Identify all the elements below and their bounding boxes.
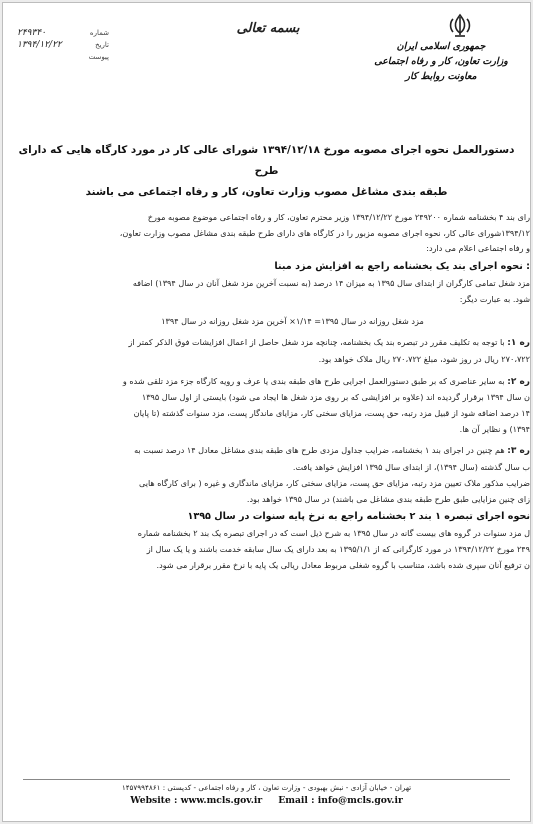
- attachment-label: پیوست: [88, 53, 109, 61]
- body-line: ب سال گذشته (سال ۱۳۹۴)، از ابتدای سال ۱۳۹۵ افزایش خواهد یافت.: [292, 462, 530, 473]
- footer-contacts: [23, 794, 510, 808]
- footer-address: تهران - خیابان آزادی - نبش بهبودی - وزارت تعاون ، کار و رفاه اجتماعی - کدپستی : ۱۴۵۷۹۹۴۸۶۱: [121, 783, 412, 792]
- org-line-1: جمهوری اسلامی ایران: [396, 41, 486, 52]
- note-2-line: [15, 374, 530, 391]
- section-1-heading: : نحوه اجرای بند یک بخشنامه راجع به افزایش مزد مبنا: [274, 261, 530, 273]
- note-2-text: به سایر عناصری که بر طبق دستورالعمل اجرایی طرح های طبقه بندی یا عرف و رویه کارگاه جزء مزد تلقی شده و: [122, 375, 505, 386]
- email-label: Email :: [278, 795, 315, 806]
- note-1-text: با توجه به تکلیف مقرر در تبصره بند یک بخشنامه، چنانچه مزد شغل حاصل از اعمال افزایشات فوق الذکر کمتر از: [128, 337, 505, 348]
- letter-footer: [23, 779, 510, 808]
- number-label: شماره: [89, 29, 109, 37]
- letter-body: [15, 210, 530, 573]
- body-line: و رفاه اجتماعی اعلام می دارد:: [426, 243, 530, 254]
- body-line: ن سال ۱۳۹۴ برقرار گردیده اند (علاوه بر افزایشی که بر روی مزد شغل ها ایجاد می شود) بایستی از اول سال ۱۳۹۵: [141, 392, 530, 403]
- iran-emblem-icon: [446, 13, 474, 39]
- bismillah-heading: بسمه تعالی: [236, 21, 300, 36]
- letter-page: [2, 2, 531, 822]
- body-line: ۱۴ درصد اضافه شود از قبیل مزد رتبه، حق پست، مزایای سختی کار، مزایای ماندگار پست، مزد سنوات گذشته (تا پایان: [133, 408, 530, 419]
- note-2-label: ره ۲:: [507, 376, 530, 387]
- note-1-line: [15, 335, 530, 352]
- body-line: شود. به عبارت دیگر:: [459, 293, 530, 304]
- org-line-2: وزارت تعاون، کار و رفاه اجتماعی: [374, 56, 508, 67]
- date-label: تاریخ: [95, 41, 109, 49]
- note-3-label: ره ۳:: [507, 446, 530, 457]
- body-line: ضرایب مذکور ملاک تعیین مزد رتبه، مزایای حق پست، مزایای سختی کار، مزایای ماندگاری و غیره ( برای کارگاه هایی: [138, 477, 530, 488]
- ministry-header: [366, 39, 516, 84]
- letter-meta: [17, 27, 109, 63]
- body-line: ن ترفیع آنان سپری شده باشد، متناسب با گروه شغلی مربوط معادل ریالی یک پایه با نرخ مقرر برقرار می شود.: [156, 559, 530, 570]
- email-link[interactable]: info@mcls.gov.ir: [317, 795, 403, 806]
- body-line: مزد شغل تمامی کارگران از ابتدای سال ۱۳۹۵ به میزان ۱۴ درصد (به نسبت آخرین مزد شغل آنان در سال ۱۳۹۴) اضافه: [132, 278, 530, 289]
- wage-formula: مزد شغل روزانه در سال ۱۳۹۵= ۱/۱۴× آخرین مزد شغل روزانه در سال ۱۳۹۴: [161, 315, 424, 326]
- website-label: Website :: [130, 795, 178, 806]
- note-3-text: هم چنین در اجرای بند ۱ بخشنامه، ضرایب جداول مزدی طرح های طبقه بندی مشاغل معادل ۱۴ درصد نسبت به: [134, 445, 505, 456]
- letter-number: ۲۴۹۳۴۰: [17, 28, 47, 38]
- title-line: دستورالعمل نحوه اجرای مصوبه مورخ ۱۳۹۴/۱۲/۱۸ شورای عالی کار در مورد کارگاه هایی که دارای طرح: [18, 144, 515, 177]
- letter-date: ۱۳۹۴/۱۲/۲۲: [17, 40, 62, 50]
- body-line: رای بند ۴ بخشنامه شماره ۲۴۹۲۰۰ مورخ ۱۳۹۴/۱۲/۲۲ وزیر محترم تعاون، کار و رفاه اجتماعی موضوع مصوبه مورخ: [147, 212, 530, 222]
- document-title: [15, 140, 518, 203]
- body-line: زای چنین مزایایی طبق طرح طبقه بندی مشاغل می باشند) در سال ۱۳۹۵ خواهد بود.: [246, 493, 530, 504]
- org-line-3: معاونت روابط کار: [405, 71, 477, 82]
- section-2-heading: نحوه اجرای تبصره ۱ بند ۲ بخشنامه راجع به نرخ پایه سنوات در سال ۱۳۹۵: [187, 511, 530, 523]
- note-3-line: [15, 443, 530, 460]
- body-line: ۱۳۹۴/۱۲شورای عالی کار، نحوه اجرای مصوبه مزبور را در کارگاه های دارای طرح طبقه بندی مشاغل مصوب وزارت تعاون،: [119, 227, 530, 238]
- website-link[interactable]: www.mcls.gov.ir: [180, 795, 263, 806]
- body-line: ۱۳۹۴) و نظایر آن ها.: [459, 423, 530, 434]
- body-line: ۲۷۰،۷۲۲ ریال در روز شود، مبلغ ۲۷۰،۷۲۲ ریال ملاک خواهد بود.: [318, 353, 530, 364]
- note-1-label: ره ۱:: [507, 338, 530, 349]
- body-line: ۲۴۹ مورخ ۱۳۹۴/۱۲/۲۲ در مورد کارگرانی که از ۱۳۹۵/۱/۱ به بعد دارای یک سال سابقه خدمت باشند و یا یک سال از: [146, 543, 530, 554]
- title-line: طبقه بندی مشاغل مصوب وزارت تعاون، کار و رفاه اجتماعی می باشند: [85, 186, 448, 198]
- body-line: ل مزد سنوات در گروه های بیست گانه در سال ۱۳۹۵ به شرح ذیل است که در اجرای تبصره یک بند ۲ بخشنامه شماره: [137, 528, 530, 539]
